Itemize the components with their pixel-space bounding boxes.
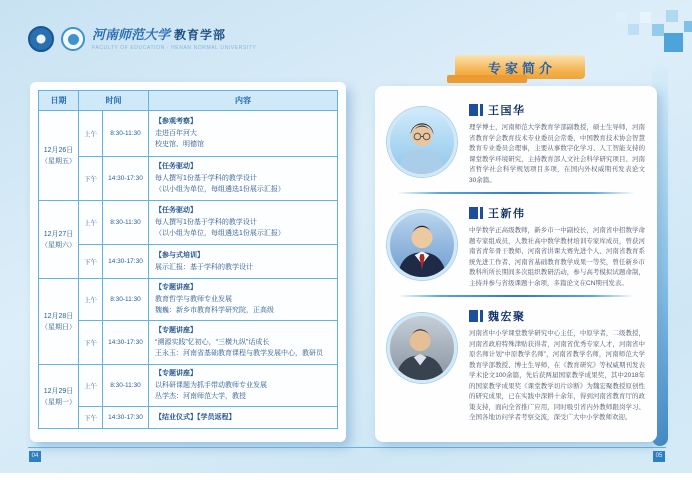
name-marker-icon: [469, 104, 478, 116]
session-row: [39, 245, 338, 279]
page-number-left: 04: [29, 451, 41, 462]
expert-name: 魏宏聚: [488, 311, 526, 323]
period-cell: 上午: [79, 279, 103, 321]
person-portrait-icon: [390, 213, 454, 277]
expert-bio: 河南省中小学课堂教学研究中心主任，中原学者，二级教授，河南省政府特殊津贴获得者，河南省优秀专家人才，河南省中原名师计划“中原教学名师”，河南省教学名师，河南师范大学教育学部教授、博士生导师，在《教育研究》等权威期刊发表学术论文100余篇，先后获两届国家教学成果奖，其中2018年的国家教学成果奖《课堂教学切片诊断》为魏宏聚教授原创性的研究成果，已在实践中深耕十余年，得到河南省教育厅的政策支持，面向全省推广应用，同时吸引省内外教师跟岗学习、全国各地访问学者考察交流，深受广大中小学教师欢迎。: [469, 330, 645, 421]
time-cell: 14:30-17:30: [103, 157, 149, 201]
period-cell: 上午: [79, 365, 103, 407]
decorative-square: [666, 10, 678, 22]
time-cell: 14:30-17:30: [103, 245, 149, 279]
name-marker-icon: [480, 310, 483, 322]
content-cell: 【参观考察】 走进百年河大 校史馆、明德馆: [149, 111, 338, 157]
date-text: 12月28日: [43, 312, 74, 320]
content-cell: 【专题讲座】 以科研课题为抓手带动教师专业发展 丛学杰：河南师范大学，教授: [149, 365, 338, 407]
person-portrait-icon: [390, 110, 454, 174]
expert-name-row: [469, 205, 645, 221]
schedule-card: [30, 82, 346, 442]
period-cell: 下午: [79, 321, 103, 365]
expert-photo: [387, 313, 457, 383]
page-header: [28, 26, 256, 52]
section-divider: [397, 295, 635, 297]
name-marker-icon: [469, 207, 478, 219]
date-cell: [39, 201, 79, 279]
expert-section: [387, 94, 645, 189]
date-text: 12月26日: [43, 146, 74, 154]
content-cell: 【参与式培训】 展示汇报：基于学科的教学设计: [149, 245, 338, 279]
expert-info: [469, 305, 645, 424]
session-row: [39, 111, 338, 157]
date-cell: [39, 365, 79, 429]
expert-name-row: [469, 102, 645, 118]
content-cell: 【专题讲座】 “溯源实践”忆初心，“三横九纵”话成长 王永玉：河南省基础教育课程与教学发展中心，教研员: [149, 321, 338, 365]
decorative-square: [664, 33, 683, 52]
period-cell: 下午: [79, 407, 103, 429]
time-cell: 8:30-11:30: [103, 365, 149, 407]
session-row: [39, 157, 338, 201]
expert-name-row: [469, 308, 645, 324]
content-cell: 【专题讲座】 教育哲学与教师专业发展 魏巍：新乡市教育科学研究院，正高级: [149, 279, 338, 321]
weekday-text: （星期六）: [41, 241, 76, 249]
experts-banner-title: 专家简介: [487, 61, 556, 77]
date-text: 12月27日: [43, 230, 74, 238]
content-cell: 【结业仪式】【学员返程】: [149, 407, 338, 429]
time-cell: 8:30-11:30: [103, 111, 149, 157]
schedule-table: [38, 90, 338, 429]
decorative-square: [628, 24, 639, 35]
period-cell: 上午: [79, 111, 103, 157]
expert-bio: 理学博士，河南师范大学教育学部副教授，硕士生导师，河南省教育学会教育技术专业委员会常委，中国教育技术协会智慧教育专业委员会理事，主要从事数字化学习、人工智能支持的课堂教学环境研究，主持教育部人文社会科学研究项目、河南省哲学社会科学规划项目多项，在国内外权威期刊发表论文30余篇。: [469, 124, 645, 184]
footer-rule: [28, 447, 666, 448]
decorative-square: [652, 24, 664, 36]
expert-name: 王国华: [488, 105, 526, 117]
content-cell: 【任务驱动】 每人撰写1份基于学科的教学设计 （以小组为单位，每组遴选1份展示汇报）: [149, 201, 338, 245]
name-marker-icon: [480, 104, 483, 116]
time-cell: 14:30-17:30: [103, 321, 149, 365]
expert-section: [387, 300, 645, 427]
column-header-content: 内容: [149, 91, 338, 111]
time-cell: 14:30-17:30: [103, 407, 149, 429]
faculty-badge-icon: [61, 27, 85, 51]
session-row: [39, 365, 338, 407]
session-row: [39, 201, 338, 245]
column-header-time: 时间: [79, 91, 149, 111]
column-header-date: 日期: [39, 91, 79, 111]
expert-photo: [387, 210, 457, 280]
decorative-square: [640, 12, 651, 23]
table-header-row: [39, 91, 338, 111]
name-marker-icon: [469, 310, 478, 322]
bottom-margin: [0, 473, 692, 489]
expert-info: [469, 202, 645, 289]
experts-banner: [455, 55, 585, 79]
brand-subtitle: FACULTY OF EDUCATION · HENAN NORMAL UNIVERSITY: [92, 44, 257, 51]
time-cell: 8:30-11:30: [103, 201, 149, 245]
time-cell: 8:30-11:30: [103, 279, 149, 321]
name-marker-icon: [480, 207, 483, 219]
session-row: [39, 279, 338, 321]
brand-title: [92, 28, 256, 43]
date-text: 12月29日: [43, 387, 74, 395]
expert-bio: 中学数学正高级教师，新乡市一中副校长，河南省中招数学命题专家组成员，人教社高中数学教材培训专家库成员，曾获河南省青年骨干教师、河南省讲课大赛先进个人、河南省教育系统先进工作者、河南省基础教育教学成果一等奖，曾任新乡市教科所所长期间多次组织教研活动，参与高考模拟试题命制，主持并参与省级课题十余项，多篇论文在CN期刊发表。: [469, 227, 645, 287]
university-name: 河南师范大学: [92, 27, 171, 43]
decorative-square: [684, 21, 692, 32]
section-divider: [397, 192, 635, 194]
weekday-text: （星期一）: [41, 398, 76, 406]
department-name: 教育学部: [174, 27, 227, 42]
expert-photo: [387, 107, 457, 177]
date-cell: [39, 111, 79, 201]
weekday-text: （星期五）: [41, 157, 76, 165]
university-seal-icon: [28, 26, 54, 52]
session-row: [39, 407, 338, 429]
weekday-text: （星期日）: [41, 323, 76, 331]
period-cell: 下午: [79, 157, 103, 201]
person-portrait-icon: [390, 316, 454, 380]
brand-block: [92, 28, 256, 51]
experts-card: [375, 86, 657, 442]
expert-info: [469, 99, 645, 186]
content-cell: 【任务驱动】 每人撰写1份基于学科的教学设计 （以小组为单位，每组遴选1份展示汇报）: [149, 157, 338, 201]
date-cell: [39, 279, 79, 365]
session-row: [39, 321, 338, 365]
expert-name: 王新伟: [488, 208, 526, 220]
period-cell: 上午: [79, 201, 103, 245]
expert-section: [387, 197, 645, 292]
decorative-square: [616, 12, 627, 23]
page-number-right: 05: [653, 451, 665, 462]
period-cell: 下午: [79, 245, 103, 279]
